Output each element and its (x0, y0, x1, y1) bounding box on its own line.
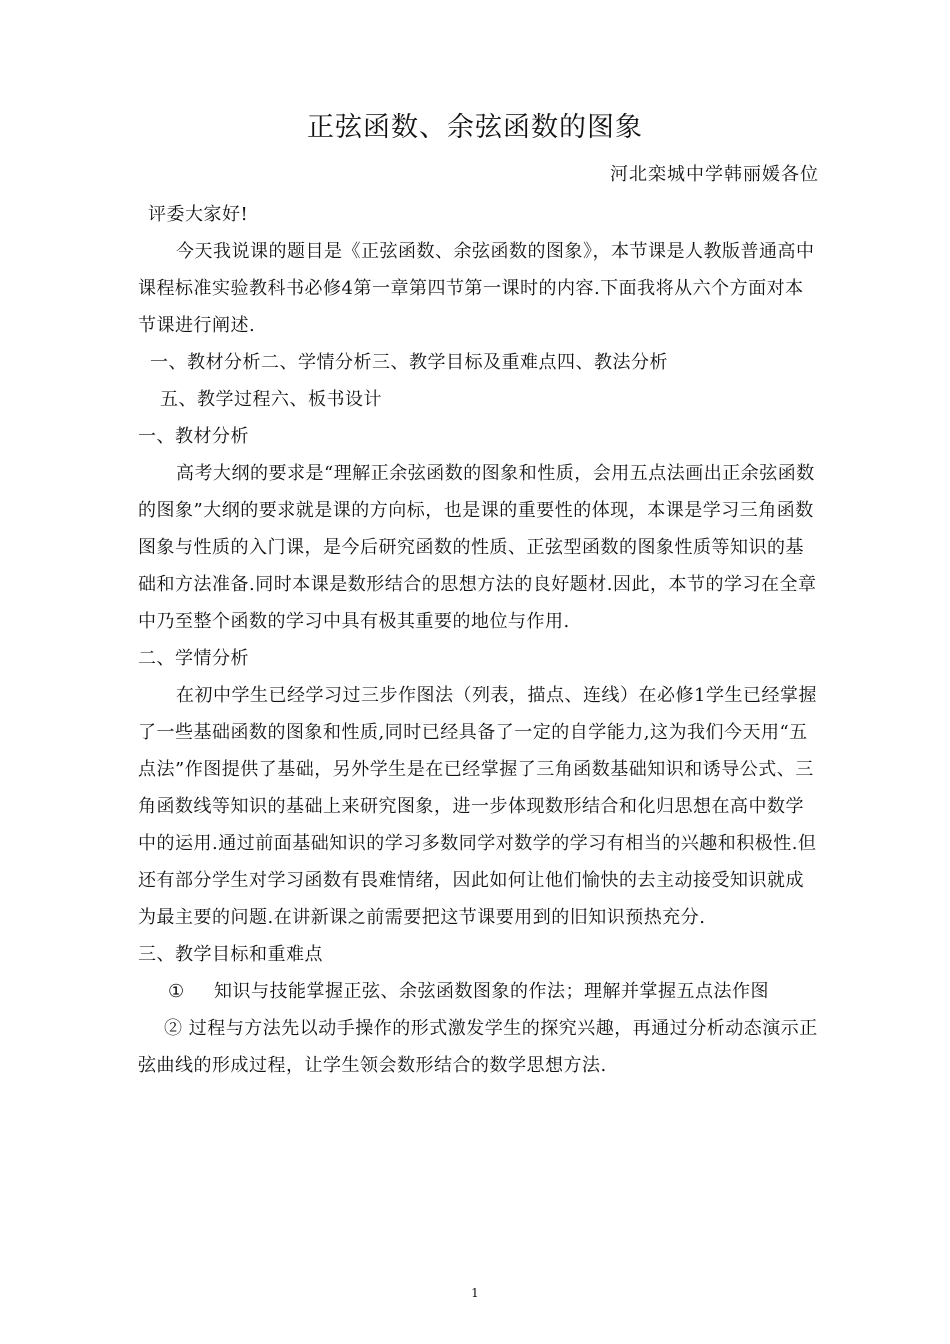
intro-paragraph: 今天我说课的题目是《正弦函数、余弦函数的图象》，本节课是人教版普通高中课程标准实验教科书必修4第一章第四节第一课时的内容.下面我将从六个方面对本节课进行阐述. (138, 241, 815, 336)
objective-item-2: ② 过程与方法先以动手操作的形式激发学生的探究兴趣，再通过分析动态演示正弦曲线的形成过程，让学生领会数形结合的数学思想方法. (138, 1018, 818, 1076)
page-number: 1 (471, 1286, 479, 1300)
objective-item-1 (138, 973, 818, 1010)
section-1-paragraph: 高考大纲的要求是“理解正余弦函数的图象和性质，会用五点法画出正余弦函数的图象”大纲的要求就是课的方向标，也是课的重要性的体现，本课是学习三角函数图象与性质的入门课，是今后研究函数的性质、正弦型函数的图象性质等知识的基础和方法准备.同时本课是数形结合的思想方法的良好题材.因此，本节的学习在全章中乃至整个函数的学习中具有极其重要的地位与作用. (138, 463, 817, 632)
outline-line-1: 一、教材分析二、学情分析三、教学目标及重难点四、教法分析 (150, 352, 668, 373)
section-3-heading: 三、教学目标和重难点 (138, 944, 323, 965)
outline-line-2: 五、教学过程六、板书设计 (160, 389, 382, 410)
author-line: 河北栾城中学韩丽媛各位 (610, 164, 819, 185)
page-title: 正弦函数、余弦函数的图象 (307, 112, 643, 143)
section-2-heading: 二、学情分析 (138, 648, 249, 669)
section-2-paragraph: 在初中学生已经学习过三步作图法（列表，描点、连线）在必修1学生已经掌握了一些基础函数的图象和性质,同时已经具备了一定的自学能力,这为我们今天用“五点法”作图提供了基础，另外学生是在已经掌握了三角函数基础知识和诱导公式、三角函数线等知识的基础上来研究图象，进一步体现数形结合和化归思想在高中数学中的运用.通过前面基础知识的学习多数同学对数学的学习有相当的兴趣和积极性.但还有部分学生对学习函数有畏难情绪，因此如何让他们愉快的去主动接受知识就成为最主要的问题.在讲新课之前需要把这节课要用到的旧知识预热充分. (138, 685, 817, 928)
objective-item-1-text: 知识与技能掌握正弦、余弦函数图象的作法；理解并掌握五点法作图 (214, 981, 769, 1002)
objective-item-1-number: ① (168, 981, 185, 1002)
section-1-heading: 一、教材分析 (138, 426, 249, 447)
greeting: 评委大家好! (148, 204, 249, 225)
document-body (138, 196, 818, 1084)
